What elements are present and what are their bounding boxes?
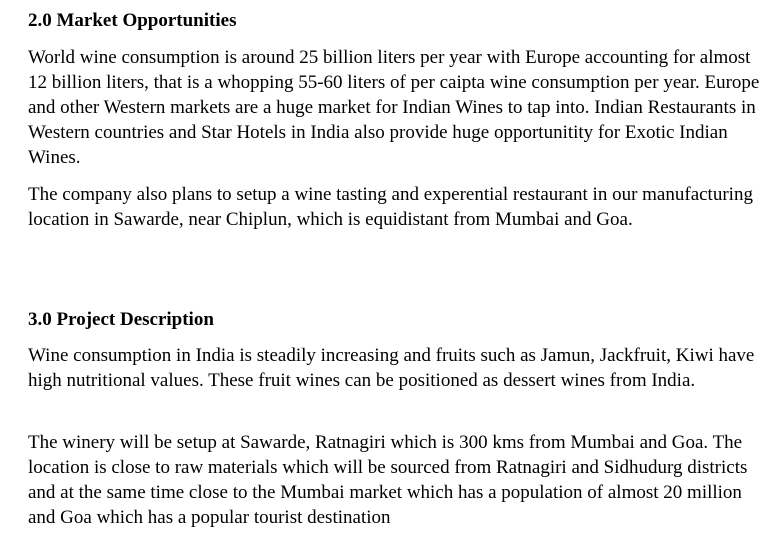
section-heading-project-description: 3.0 Project Description xyxy=(28,309,214,330)
paragraph-wine-consumption-india: Wine consumption in India is steadily increasing and fruits such as Jamun, Jackfruit, Kiwi have high nutritional values. These fruit wines can be positioned as dessert wines from India. xyxy=(28,345,755,391)
paragraph-winery-location: The winery will be setup at Sawarde, Ratnagiri which is 300 kms from Mumbai and Goa. The location is close to raw materials which will be sourced from Ratnagiri and Sidhudurg districts and at the same time close to the Mumbai market which has a population of almost 20 million and Goa which has a popular tourist destination xyxy=(28,432,748,528)
paragraph-wine-tasting-restaurant: The company also plans to setup a wine tasting and experential restaurant in our manufacturing location in Sawarde, near Chiplun, which is equidistant from Mumbai and Goa. xyxy=(28,184,753,230)
paragraph-wine-consumption-europe: World wine consumption is around 25 billion liters per year with Europe accounting for almost 12 billion liters, that is a whopping 55-60 liters of per caipta wine consumption per year. Europe and other Western markets are a huge market for Indian Wines to tap into. Indian Restaurants in Western countries and Star Hotels in India also provide huge opportunitity for Exotic Indian Wines. xyxy=(28,47,760,168)
section-heading-market-opportunities: 2.0 Market Opportunities xyxy=(28,10,237,31)
